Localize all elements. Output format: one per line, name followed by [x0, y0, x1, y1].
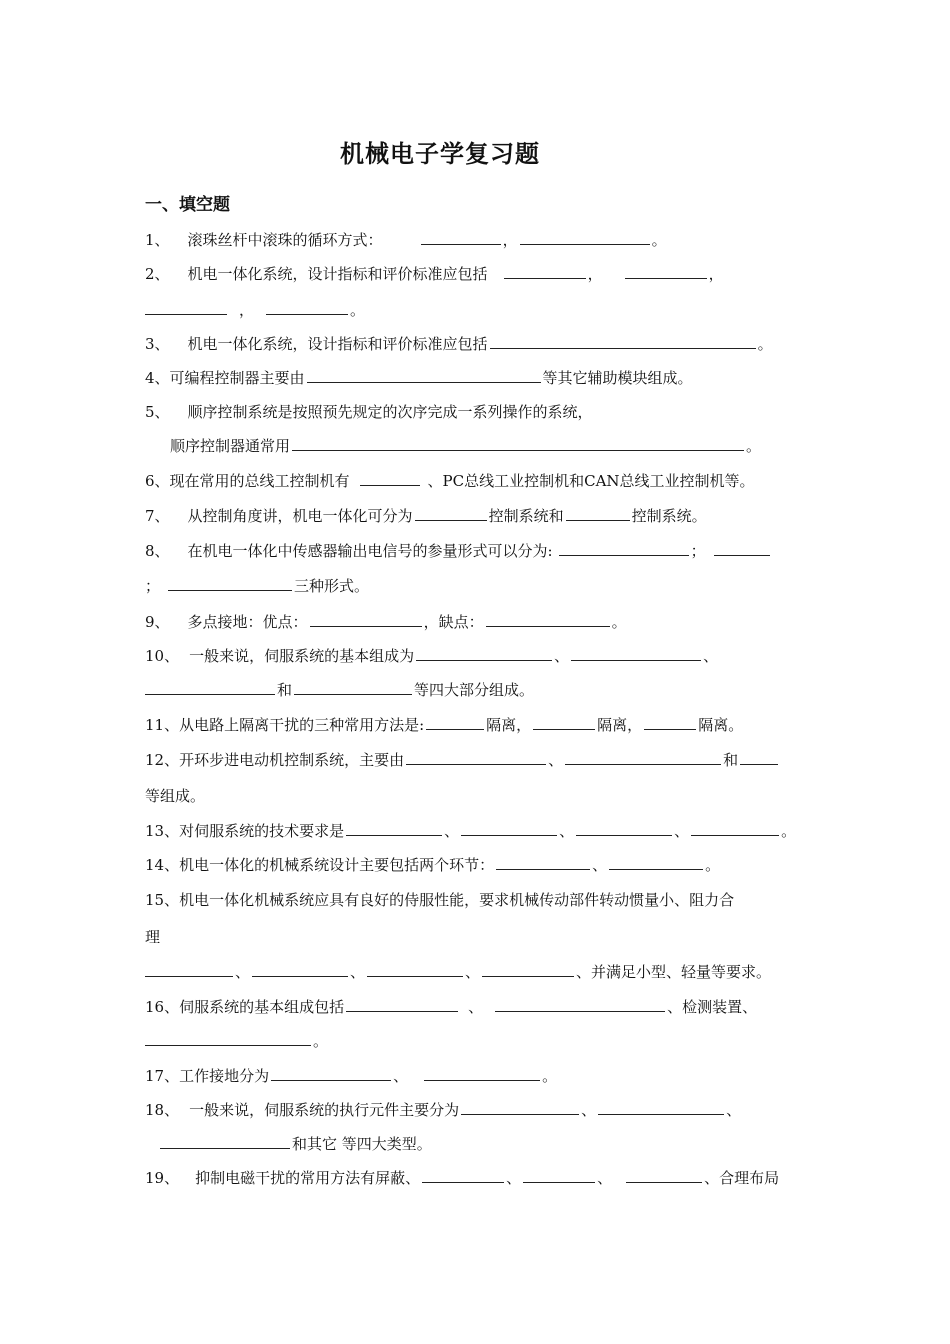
blank[interactable]	[486, 612, 610, 627]
blank[interactable]	[145, 962, 233, 977]
blank[interactable]	[566, 506, 630, 521]
blank[interactable]	[523, 1168, 595, 1183]
blank[interactable]	[576, 821, 672, 836]
question-11: 11、从电路上隔离干扰的三种常用方法是: 隔离， 隔离， 隔离。	[145, 716, 744, 734]
blank[interactable]	[271, 1066, 391, 1081]
blank[interactable]	[490, 334, 756, 349]
blank[interactable]	[714, 541, 770, 556]
page-title: 机械电子学复习题	[340, 140, 540, 168]
question-8-cont: ； 三种形式。	[145, 577, 370, 595]
question-5: 5、 顺序控制系统是按照预先规定的次序完成一系列操作的系统，	[145, 403, 593, 421]
blank[interactable]	[415, 506, 487, 521]
blank[interactable]	[346, 821, 442, 836]
question-6: 6、现在常用的总线工控制机有 、PC总线工业控制机和CAN总线工业控制机等。	[145, 472, 755, 490]
question-10: 10、 一般来说，伺服系统的基本组成为 、 、	[145, 647, 719, 665]
question-15: 15、机电一体化机械系统应具有良好的侍服性能，要求机械传动部件转动惯量小、阻力合	[145, 891, 735, 909]
blank[interactable]	[145, 1031, 311, 1046]
blank[interactable]	[367, 962, 463, 977]
blank[interactable]	[461, 1100, 579, 1115]
question-2-cont: ， 。	[145, 300, 365, 320]
blank[interactable]	[160, 1134, 290, 1149]
question-10-cont: 和 等四大部分组成。	[145, 680, 534, 700]
question-18: 18、 一般来说，伺服系统的执行元件主要分为 、 、	[145, 1101, 742, 1119]
blank[interactable]	[310, 612, 422, 627]
blank[interactable]	[145, 680, 275, 695]
blank[interactable]	[426, 715, 484, 730]
blank[interactable]	[252, 962, 348, 977]
blank[interactable]	[565, 750, 721, 765]
question-14: 14、机电一体化的机械系统设计主要包括两个环节： 、 。	[145, 856, 721, 874]
blank[interactable]	[307, 368, 541, 383]
blank[interactable]	[625, 264, 707, 279]
question-12-cont: 等组成。	[145, 787, 206, 805]
blank[interactable]	[691, 821, 779, 836]
blank[interactable]	[294, 680, 412, 695]
blank[interactable]	[559, 541, 689, 556]
blank[interactable]	[598, 1100, 724, 1115]
question-3: 3、 机电一体化系统，设计指标和评价标准应包括 。	[145, 335, 773, 353]
blank[interactable]	[168, 576, 292, 591]
blank[interactable]	[292, 436, 744, 451]
blank[interactable]	[461, 821, 557, 836]
question-4: 4、可编程控制器主要由 等其它辅助模块组成。	[145, 369, 693, 387]
question-8: 8、 在机电一体化中传感器输出电信号的参量形式可以分为: ；	[145, 541, 772, 561]
blank[interactable]	[145, 300, 227, 315]
blank[interactable]	[533, 715, 595, 730]
blank[interactable]	[495, 997, 665, 1012]
blank[interactable]	[266, 300, 348, 315]
question-5-cont: 顺序控制器通常用 。	[170, 437, 762, 455]
blank[interactable]	[416, 646, 552, 661]
question-9: 9、 多点接地：优点： ，缺点： 。	[145, 613, 627, 631]
question-16-cont: 。	[145, 1031, 328, 1051]
blank[interactable]	[360, 471, 420, 486]
question-19: 19、 抑制电磁干扰的常用方法有屏蔽、 、 、 、合理布局	[145, 1169, 780, 1187]
blank[interactable]	[609, 855, 703, 870]
question-15-cont2: 、 、 、 、并满足小型、轻量等要求。	[145, 962, 771, 982]
question-2: 2、 机电一体化系统，设计指标和评价标准应包括 ， ，	[145, 265, 724, 283]
blank[interactable]	[422, 1168, 504, 1183]
blank[interactable]	[740, 750, 778, 765]
blank[interactable]	[424, 1066, 540, 1081]
question-16: 16、伺服系统的基本组成包括 、 、检测装置、	[145, 998, 758, 1016]
blank[interactable]	[520, 230, 650, 245]
question-12: 12、开环步进电动机控制系统，主要由 、 和	[145, 750, 780, 770]
blank[interactable]	[571, 646, 701, 661]
question-18-cont: 和其它 等四大类型。	[160, 1134, 432, 1154]
question-17: 17、工作接地分为 、 。	[145, 1067, 558, 1085]
question-13: 13、对伺服系统的技术要求是 、 、 、 。	[145, 822, 797, 840]
blank[interactable]	[421, 230, 501, 245]
question-7: 7、 从控制角度讲，机电一体化可分为 控制系统和 控制系统。	[145, 507, 707, 525]
blank[interactable]	[406, 750, 546, 765]
blank[interactable]	[504, 264, 586, 279]
question-1: 1、 滚珠丝杆中滚珠的循环方式： ， 。	[145, 231, 667, 249]
blank[interactable]	[626, 1168, 702, 1183]
blank[interactable]	[482, 962, 574, 977]
blank[interactable]	[644, 715, 696, 730]
question-15-cont: 理	[145, 928, 161, 946]
section-heading: 一、填空题	[145, 195, 230, 215]
blank[interactable]	[346, 997, 458, 1012]
blank[interactable]	[496, 855, 590, 870]
